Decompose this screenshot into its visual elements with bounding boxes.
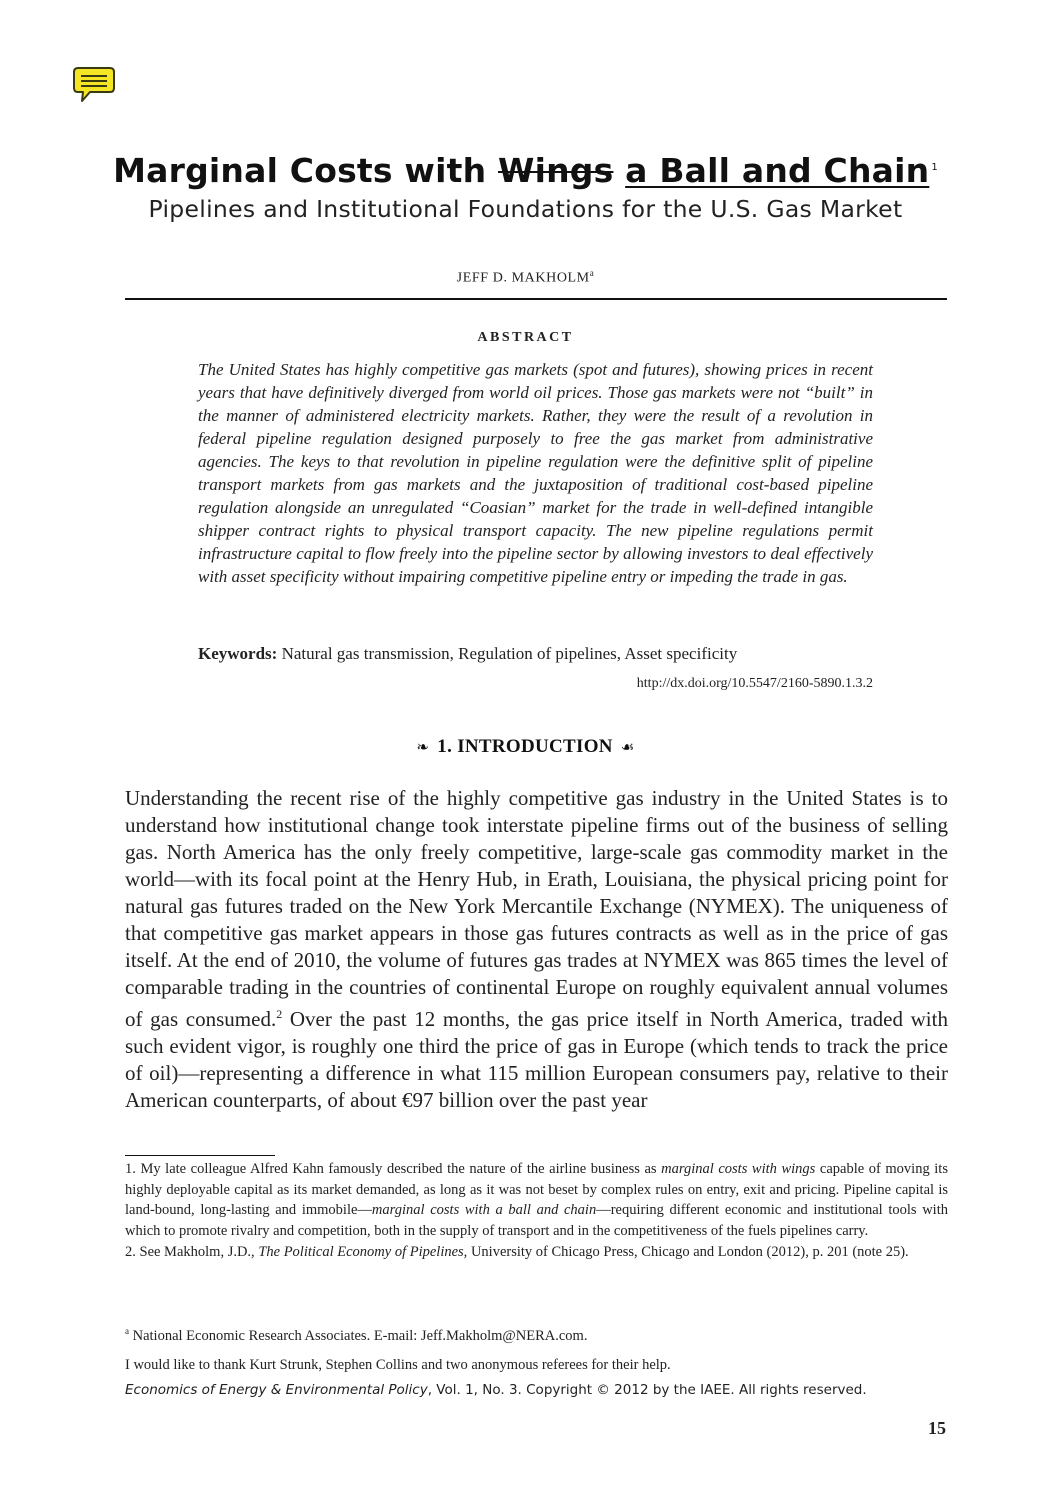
comment-note-icon[interactable]: [72, 66, 116, 104]
section-title: 1. INTRODUCTION: [437, 736, 613, 757]
doi-link[interactable]: http://dx.doi.org/10.5547/2160-5890.1.3.2: [636, 676, 873, 691]
footnote-2-text-c: University of Chicago Press, Chicago and London (2012), p. 201 (note 25).: [467, 1243, 909, 1260]
intro-text-part2: Over the past 12 months, the gas price itself in North America, traded with such evident vigor, is roughly one third the price of gas in Europe (which tends to track the price of oil)—representing a difference in what 115 million European consumers pay, relative to their American counterparts, of about €97 billion over the past year: [125, 1007, 948, 1112]
keywords-value: Natural gas transmission, Regulation of pipelines, Asset specificity: [281, 644, 738, 663]
intro-paragraph: [125, 785, 948, 1114]
header-rule: [125, 298, 947, 300]
keywords-label: Keywords:: [198, 644, 278, 663]
author-line: [0, 268, 1051, 287]
ornament-left-icon: ❧: [416, 740, 430, 756]
title-footnote-mark[interactable]: 1: [931, 162, 938, 173]
section-heading: [0, 736, 1051, 758]
keywords-line: [198, 644, 878, 664]
title-underlined-text: a Ball and Chain: [625, 151, 930, 190]
title-struck-text: Wings: [497, 151, 614, 190]
title-space: [613, 151, 625, 190]
author-mark: a: [589, 268, 595, 278]
footnotes: [125, 1159, 948, 1263]
acknowledgements: I would like to thank Kurt Strunk, Stephen Collins and two anonymous referees for their help.: [125, 1357, 671, 1373]
affiliation-text: National Economic Research Associates. E-mail: Jeff.Makholm@NERA.com.: [129, 1327, 588, 1344]
footnote-rule: [125, 1155, 275, 1156]
author-affiliation: [125, 1326, 948, 1345]
footnote-ref-2[interactable]: 2: [276, 1007, 283, 1021]
abstract-text: The United States has highly competitive gas markets (spot and futures), showing prices in recent years that have definitively diverged from world oil prices. Those gas markets were not “built” in the manner of administered electricity markets. Rather, they were the result of a revolution in federal pipeline regulation designed purposely to free the gas market from administrative agencies. The keys to that revolution in pipeline regulation were the definitive split of pipeline transport markets from gas markets and the juxtaposition of traditional cost-based pipeline regulation alongside an unregulated “Coasian” market for the trade in well-defined intangible shipper contract rights to physical transport capacity. The new pipeline regulations permit infrastructure capital to flow freely into the pipeline sector by allowing investors to deal effectively with asset specificity without impairing competitive pipeline entry or impeding the trade in gas.: [198, 360, 873, 586]
footnote-1-italic-b: marginal costs with wings: [661, 1161, 816, 1177]
page-number: 15: [928, 1418, 946, 1438]
ornament-right-icon: ☙: [620, 740, 635, 756]
footnote-1-text-a: 1. My late colleague Alfred Kahn famously described the nature of the airline business as: [125, 1161, 662, 1177]
footnote-1-text-c: capable of moving its highly deployable capital as its market demanded, as long as it was not beset by complex rules on entry, exit and pricing. Pipeline capital is land-bound, long-lasting and immobile—: [125, 1161, 948, 1219]
abstract-heading: ABSTRACT: [477, 330, 574, 345]
footnote-2: [125, 1242, 948, 1263]
author-name: JEFF D. MAKHOLM: [456, 270, 590, 286]
affiliation-mark: a: [125, 1326, 129, 1336]
footnote-2-italic-b: The Political Economy of Pipelines,: [258, 1243, 468, 1260]
title-block: [0, 148, 1051, 223]
title-text: Marginal Costs with: [113, 151, 498, 190]
paper-title: [0, 148, 1051, 191]
journal-details: , Vol. 1, No. 3. Copyright © 2012 by the IAEE. All rights reserved.: [427, 1382, 867, 1398]
footnote-1-text-e: —requiring different economic and institutional tools with which to promote rivalry and competition, both in the supply of transport and in the competitiveness of the fuels pipelines carry.: [125, 1202, 948, 1240]
intro-text-part1: Understanding the recent rise of the highly competitive gas industry in the United States is to understand how institutional change took interstate pipeline firms out of the business of selling gas. North America has the only freely competitive, large-scale gas commodity market in the world—with its focal point at the Henry Hub, in Erath, Louisiana, the physical pricing point for natural gas futures traded on the New York Mercantile Exchange (NYMEX). The uniqueness of that competitive gas market appears in those gas futures contracts as well as in the price of gas itself. At the end of 2010, the volume of futures gas trades at NYMEX was 865 times the level of comparable trading in the countries of continental Europe on roughly equivalent annual volumes of gas consumed.: [125, 786, 948, 1031]
journal-name: Economics of Energy & Environmental Policy: [125, 1382, 428, 1398]
footnote-1: [125, 1159, 948, 1242]
paper-subtitle: Pipelines and Institutional Foundations for the U.S. Gas Market: [148, 195, 903, 223]
journal-citation: [125, 1382, 948, 1398]
footnote-1-italic-d: marginal costs with a ball and chain: [371, 1202, 597, 1219]
footnote-2-text-a: 2. See Makholm, J.D.,: [125, 1243, 259, 1260]
